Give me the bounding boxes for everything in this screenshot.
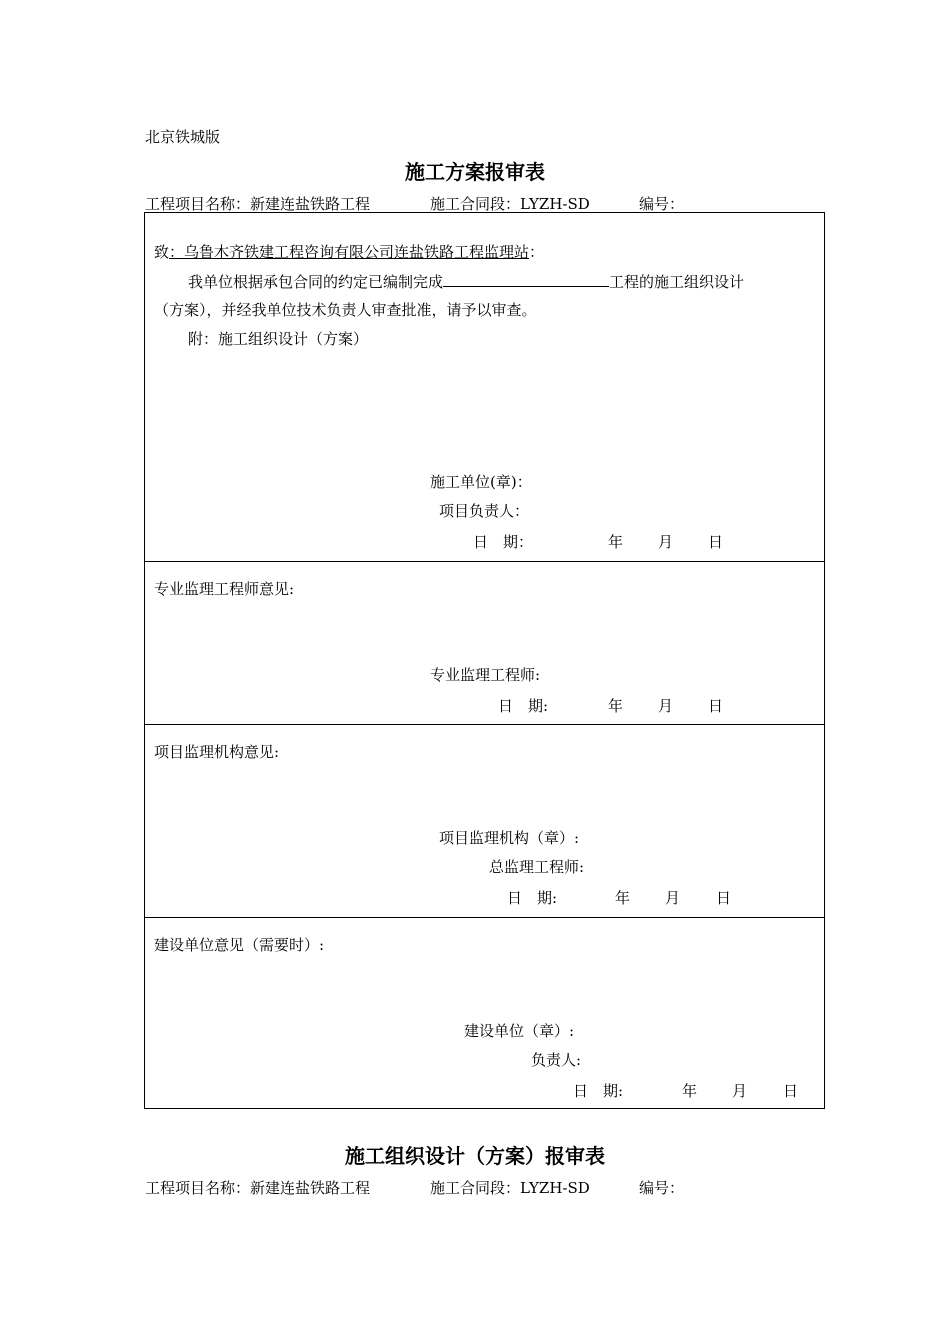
contractor-unit-label: 施工单位(章)： bbox=[430, 473, 532, 491]
owner-person-label: 负责人: bbox=[531, 1051, 582, 1069]
body-part2: 工程的施工组织设计 bbox=[609, 273, 745, 291]
date-label: 日 期: bbox=[498, 697, 549, 715]
date-label: 日 期: bbox=[507, 889, 558, 907]
addressee-line bbox=[154, 241, 544, 262]
approval-form-table bbox=[144, 212, 825, 1109]
body-part1: 我单位根据承包合同的约定已编制完成 bbox=[188, 273, 444, 291]
year-label: 年 bbox=[682, 1082, 698, 1100]
form-number: 编号： bbox=[639, 195, 685, 213]
project-name: 工程项目名称：新建连盐铁路工程 bbox=[145, 195, 371, 213]
month-label: 月 bbox=[658, 533, 674, 551]
edition-label: 北京铁城版 bbox=[145, 128, 221, 146]
form-meta-row bbox=[145, 193, 825, 213]
day-label: 日 bbox=[708, 697, 724, 715]
date-label: 日 期: bbox=[573, 1082, 624, 1100]
supervision-org-section bbox=[145, 724, 824, 918]
form-number: 编号： bbox=[639, 1179, 685, 1197]
submission-body-line1 bbox=[188, 270, 744, 292]
contract-section: 施工合同段：LYZH-SD bbox=[430, 195, 590, 213]
day-label: 日 bbox=[716, 889, 732, 907]
project-manager-label: 项目负责人： bbox=[439, 502, 530, 520]
addressee-org: ：乌鲁木齐铁建工程咨询有限公司连盐铁路工程监理站 bbox=[169, 243, 530, 261]
addressee-suffix: ： bbox=[529, 243, 545, 261]
form-title: 施工方案报审表 bbox=[405, 160, 545, 184]
owner-opinion-heading: 建设单位意见（需要时）: bbox=[154, 936, 325, 954]
submission-body-line2: （方案），并经我单位技术负责人审查批准，请予以审查。 bbox=[154, 301, 537, 319]
day-label: 日 bbox=[708, 533, 724, 551]
month-label: 月 bbox=[732, 1082, 748, 1100]
contract-section: 施工合同段：LYZH-SD bbox=[430, 1179, 590, 1197]
month-label: 月 bbox=[658, 697, 674, 715]
date-label: 日 期： bbox=[473, 533, 534, 551]
year-label: 年 bbox=[615, 889, 631, 907]
addressee-prefix: 致 bbox=[154, 243, 170, 261]
year-label: 年 bbox=[608, 533, 624, 551]
owner-section bbox=[145, 917, 824, 1109]
chief-engineer-label: 总监理工程师: bbox=[489, 858, 585, 876]
second-form-meta-row bbox=[145, 1177, 825, 1197]
supervision-org-label: 项目监理机构（章）: bbox=[439, 829, 580, 847]
attachment-line: 附：施工组织设计（方案） bbox=[188, 330, 369, 348]
specialist-opinion-heading: 专业监理工程师意见: bbox=[154, 580, 295, 598]
project-name: 工程项目名称：新建连盐铁路工程 bbox=[145, 1179, 371, 1197]
contractor-submission-section bbox=[145, 213, 824, 561]
second-form-title: 施工组织设计（方案）报审表 bbox=[345, 1144, 605, 1168]
owner-unit-label: 建设单位（章）: bbox=[464, 1022, 575, 1040]
project-name-blank bbox=[443, 270, 609, 287]
supervision-opinion-heading: 项目监理机构意见: bbox=[154, 743, 280, 761]
specialist-engineer-label: 专业监理工程师: bbox=[430, 666, 541, 684]
month-label: 月 bbox=[665, 889, 681, 907]
year-label: 年 bbox=[608, 697, 624, 715]
specialist-engineer-section bbox=[145, 561, 824, 725]
day-label: 日 bbox=[783, 1082, 799, 1100]
